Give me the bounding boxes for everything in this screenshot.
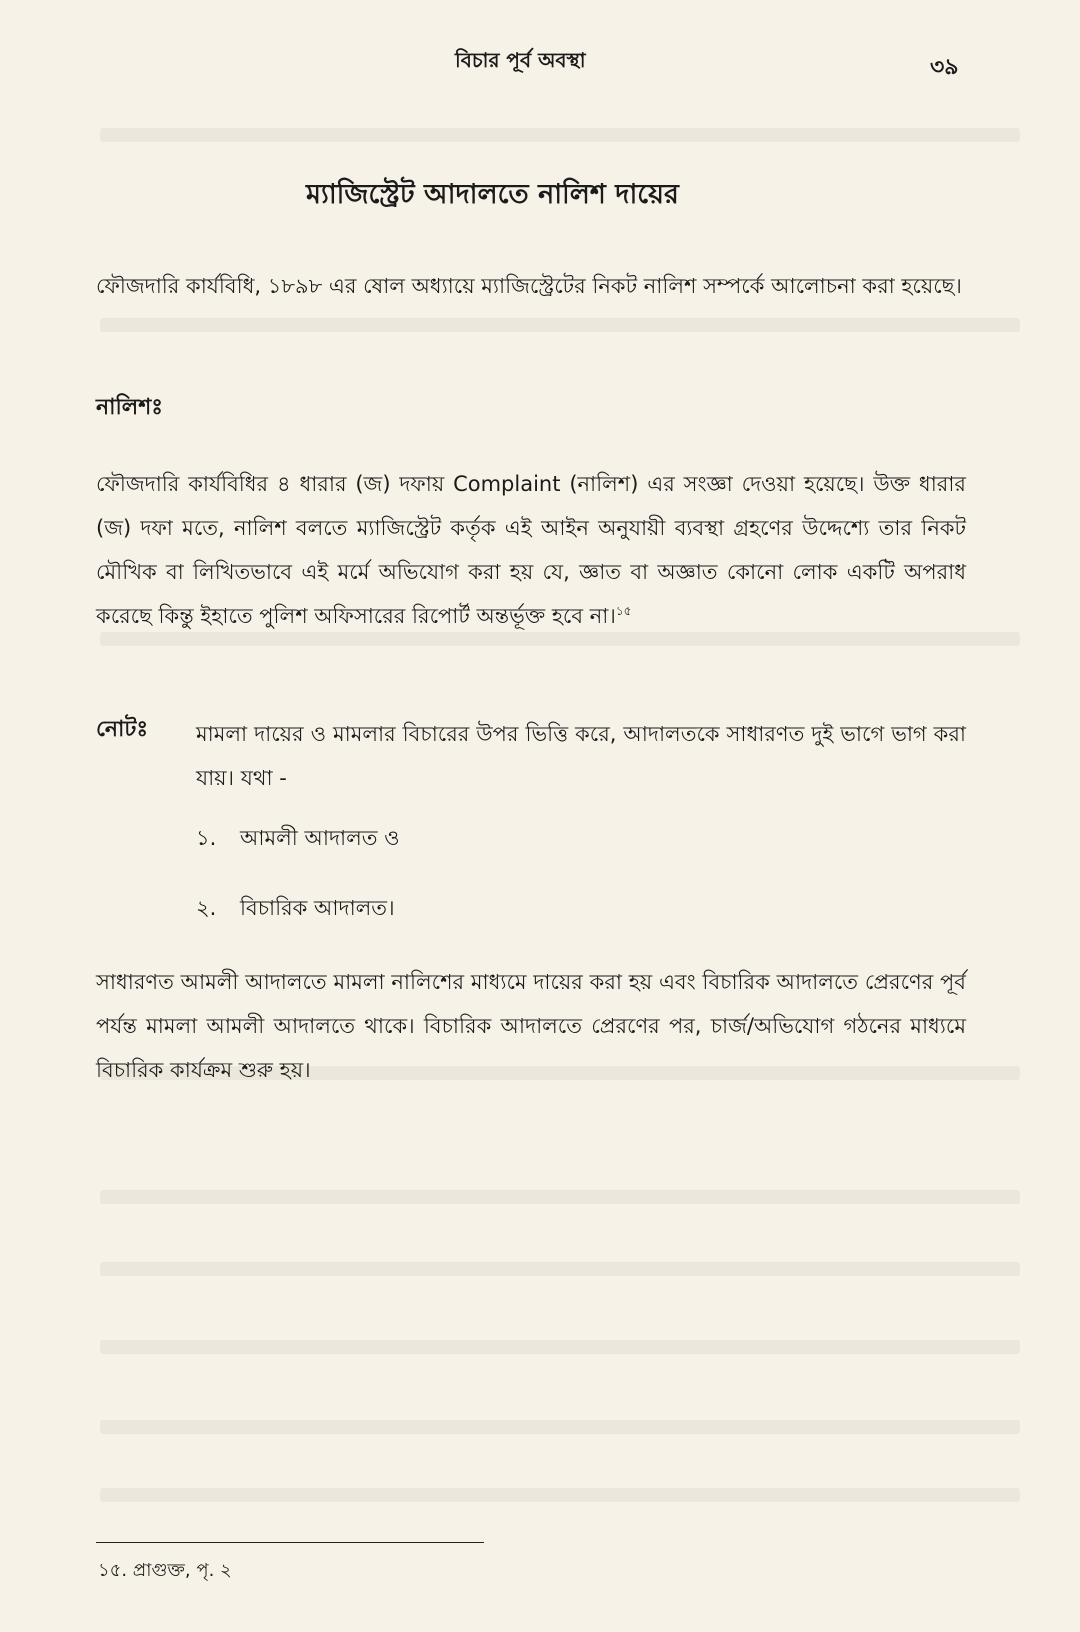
- closing-paragraph: সাধারণত আমলী আদালতে মামলা নালিশের মাধ্যমে দায়ের করা হয় এবং বিচারিক আদালতে প্রেরণের পূর্ব পর্যন্ত মামলা আমলী আদালতে থাকে। বিচারিক আদালতে প্রেরণের পর, চার্জ/অভিযোগ গঠনের মাধ্যমে বিচারিক কার্যক্রম শুরু হয়।: [96, 970, 966, 1082]
- intro-paragraph: ফৌজদারি কার্যবিধি, ১৮৯৮ এর ষোল অধ্যায়ে ম্যাজিস্ট্রেটের নিকট নালিশ সম্পর্কে আলোচনা করা হয়েছে।: [96, 274, 962, 298]
- list-item-text: আমলী আদালত ও: [240, 826, 400, 850]
- bleed-through: [100, 318, 1020, 332]
- list-item-text: বিচারিক আদালত।: [240, 896, 395, 920]
- complaint-definition-text: ফৌজদারি কার্যবিধির ৪ ধারার (জ) দফায় Complaint (নালিশ) এর সংজ্ঞা দেওয়া হয়েছে। উক্ত ধারার (জ) দফা মতে, নালিশ বলতে ম্যাজিস্ট্রেট কর্তৃক এই আইন অনুযায়ী ব্যবস্থা গ্রহণের উদ্দেশ্যে তার নিকট মৌখিক বা লিখিতভাবে এই মর্মে অভিযোগ করা হয় যে, জ্ঞাত বা অজ্ঞাত কোনো লোক একটি অপরাধ করেছে কিন্তু ইহাতে পুলিশ অফিসারের রিপোর্ট অন্তর্ভূক্ত হবে না।: [96, 472, 966, 628]
- bleed-through: [100, 1262, 1020, 1276]
- bleed-through: [100, 1340, 1020, 1354]
- footnote-reference: ১৫: [615, 604, 632, 618]
- complaint-definition-paragraph: [96, 462, 966, 638]
- running-header: বিচার পূর্ব অবস্থা: [455, 48, 586, 72]
- complaint-heading: নালিশঃ: [96, 395, 163, 420]
- note-text: মামলা দায়ের ও মামলার বিচারের উপর ভিত্তি করে, আদালতকে সাধারণত দুই ভাগে ভাগ করা যায়। যথা -: [196, 722, 966, 790]
- list-item: [196, 892, 395, 927]
- footnote: ১৫. প্রাগুক্ত, পৃ. ২: [98, 1560, 232, 1581]
- list-item-number: ২.: [196, 896, 217, 920]
- bleed-through: [100, 1488, 1020, 1502]
- bleed-through: [100, 1190, 1020, 1204]
- bleed-through: [100, 128, 1020, 142]
- note-label: নোটঃ: [96, 717, 149, 742]
- list-item-number: ১.: [196, 826, 217, 850]
- list-item: [196, 822, 400, 857]
- footnote-divider: [96, 1542, 484, 1543]
- section-title: ম্যাজিস্ট্রেট আদালতে নালিশ দায়ের: [306, 179, 679, 210]
- page-number: ৩৯: [930, 55, 959, 80]
- bleed-through: [100, 1420, 1020, 1434]
